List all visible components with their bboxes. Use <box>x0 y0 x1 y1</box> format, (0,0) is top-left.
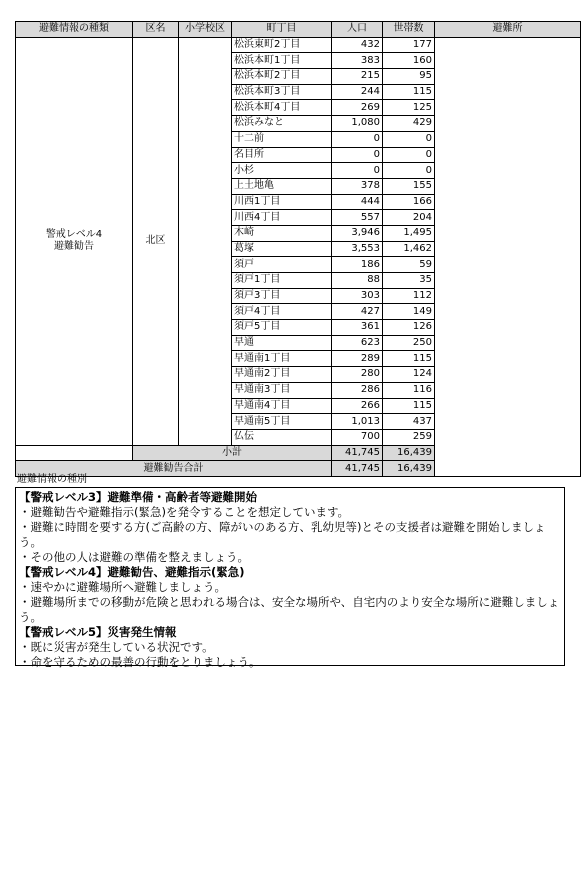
town-cell: 川西4丁目 <box>232 210 332 226</box>
households-cell: 429 <box>383 116 435 132</box>
households-cell: 59 <box>383 257 435 273</box>
town-cell: 早通 <box>232 335 332 351</box>
legend-bullet: ・避難場所までの移動が危険と思われる場合は、安全な場所や、自宅内のより安全な場所に避難しましょう。 <box>19 595 560 624</box>
households-cell: 112 <box>383 288 435 304</box>
town-cell: 須戸 <box>232 257 332 273</box>
households-cell: 35 <box>383 273 435 289</box>
legend-heading: 避難情報の種別 <box>17 474 87 485</box>
households-cell: 115 <box>383 84 435 100</box>
header-school-district: 小学校区 <box>179 22 232 38</box>
population-cell: 303 <box>332 288 383 304</box>
legend-level-heading: 【警戒レベル4】避難勧告、避難指示(緊急) <box>19 565 245 579</box>
households-cell: 1,495 <box>383 225 435 241</box>
households-cell: 0 <box>383 131 435 147</box>
households-cell: 124 <box>383 367 435 383</box>
households-cell: 259 <box>383 429 435 445</box>
population-cell: 427 <box>332 304 383 320</box>
header-population: 人口 <box>332 22 383 38</box>
population-cell: 280 <box>332 367 383 383</box>
households-cell: 115 <box>383 351 435 367</box>
town-cell: 木崎 <box>232 225 332 241</box>
population-cell: 378 <box>332 178 383 194</box>
town-cell: 須戸4丁目 <box>232 304 332 320</box>
population-cell: 1,080 <box>332 116 383 132</box>
subtotal-blank <box>16 445 133 461</box>
town-cell: 上土地亀 <box>232 178 332 194</box>
level-label: 警戒レベル4 <box>45 229 103 241</box>
population-cell: 186 <box>332 257 383 273</box>
households-cell: 437 <box>383 414 435 430</box>
town-cell: 早通南5丁目 <box>232 414 332 430</box>
town-cell: 須戸3丁目 <box>232 288 332 304</box>
header-info-type: 避難情報の種類 <box>16 22 133 38</box>
shelter-cell <box>435 37 581 476</box>
population-cell: 700 <box>332 429 383 445</box>
population-cell: 244 <box>332 84 383 100</box>
town-cell: 須戸1丁目 <box>232 273 332 289</box>
legend-bullet: ・速やかに避難場所へ避難しましょう。 <box>19 580 226 594</box>
town-cell: 小杉 <box>232 163 332 179</box>
population-cell: 88 <box>332 273 383 289</box>
legend-bullet: ・既に災害が発生している状況です。 <box>19 640 214 654</box>
households-cell: 95 <box>383 69 435 85</box>
town-cell: 早通南1丁目 <box>232 351 332 367</box>
town-cell: 早通南3丁目 <box>232 382 332 398</box>
population-cell: 361 <box>332 320 383 336</box>
legend-level-heading: 【警戒レベル3】避難準備・高齢者等避難開始 <box>19 490 257 504</box>
info-type-label: 避難勧告 <box>54 241 94 253</box>
info-type-cell <box>16 37 133 445</box>
table-header-row <box>16 22 581 38</box>
school-district-cell <box>179 37 232 445</box>
population-cell: 557 <box>332 210 383 226</box>
households-cell: 125 <box>383 100 435 116</box>
population-cell: 0 <box>332 147 383 163</box>
population-cell: 432 <box>332 37 383 53</box>
town-cell: 松浜本町2丁目 <box>232 69 332 85</box>
population-cell: 0 <box>332 131 383 147</box>
households-cell: 204 <box>383 210 435 226</box>
households-cell: 160 <box>383 53 435 69</box>
population-cell: 215 <box>332 69 383 85</box>
population-cell: 269 <box>332 100 383 116</box>
town-cell: 松浜東町2丁目 <box>232 37 332 53</box>
households-cell: 250 <box>383 335 435 351</box>
population-cell: 266 <box>332 398 383 414</box>
legend-bullet: ・避難勧告や避難指示(緊急)を発令することを想定しています。 <box>19 505 350 519</box>
legend-bullet: ・避難に時間を要する方(ご高齢の方、障がいのある方、乳幼児等)とその支援者は避難を開始しましょう。 <box>19 520 546 549</box>
legend-bullet: ・命を守るための最善の行動をとりましょう。 <box>19 655 261 669</box>
town-cell: 名目所 <box>232 147 332 163</box>
subtotal-households: 16,439 <box>383 445 435 461</box>
header-households: 世帯数 <box>383 22 435 38</box>
header-ward: 区名 <box>133 22 179 38</box>
households-cell: 0 <box>383 147 435 163</box>
households-cell: 149 <box>383 304 435 320</box>
households-cell: 126 <box>383 320 435 336</box>
town-cell: 早通南4丁目 <box>232 398 332 414</box>
total-population: 41,745 <box>332 461 383 477</box>
population-cell: 623 <box>332 335 383 351</box>
town-cell: 十二前 <box>232 131 332 147</box>
ward-cell: 北区 <box>133 37 179 445</box>
subtotal-label: 小計 <box>133 445 332 461</box>
town-cell: 松浜本町1丁目 <box>232 53 332 69</box>
table-row <box>16 37 581 53</box>
population-cell: 383 <box>332 53 383 69</box>
population-cell: 1,013 <box>332 414 383 430</box>
legend-level-heading: 【警戒レベル5】災害発生情報 <box>19 625 177 639</box>
population-cell: 444 <box>332 194 383 210</box>
header-shelter: 避難所 <box>435 22 581 38</box>
households-cell: 0 <box>383 163 435 179</box>
households-cell: 115 <box>383 398 435 414</box>
evacuation-table <box>15 21 581 477</box>
households-cell: 155 <box>383 178 435 194</box>
header-town: 町丁目 <box>232 22 332 38</box>
total-households: 16,439 <box>383 461 435 477</box>
town-cell: 松浜本町3丁目 <box>232 84 332 100</box>
population-cell: 289 <box>332 351 383 367</box>
town-cell: 須戸5丁目 <box>232 320 332 336</box>
households-cell: 166 <box>383 194 435 210</box>
households-cell: 177 <box>383 37 435 53</box>
households-cell: 116 <box>383 382 435 398</box>
total-label: 避難勧告合計 <box>16 461 332 477</box>
population-cell: 0 <box>332 163 383 179</box>
households-cell: 1,462 <box>383 241 435 257</box>
population-cell: 3,553 <box>332 241 383 257</box>
town-cell: 仏伝 <box>232 429 332 445</box>
town-cell: 葛塚 <box>232 241 332 257</box>
subtotal-population: 41,745 <box>332 445 383 461</box>
town-cell: 早通南2丁目 <box>232 367 332 383</box>
town-cell: 松浜みなと <box>232 116 332 132</box>
legend-box <box>15 487 565 669</box>
population-cell: 286 <box>332 382 383 398</box>
population-cell: 3,946 <box>332 225 383 241</box>
legend-bullet: ・その他の人は避難の準備を整えましょう。 <box>19 550 249 564</box>
town-cell: 川西1丁目 <box>232 194 332 210</box>
town-cell: 松浜本町4丁目 <box>232 100 332 116</box>
